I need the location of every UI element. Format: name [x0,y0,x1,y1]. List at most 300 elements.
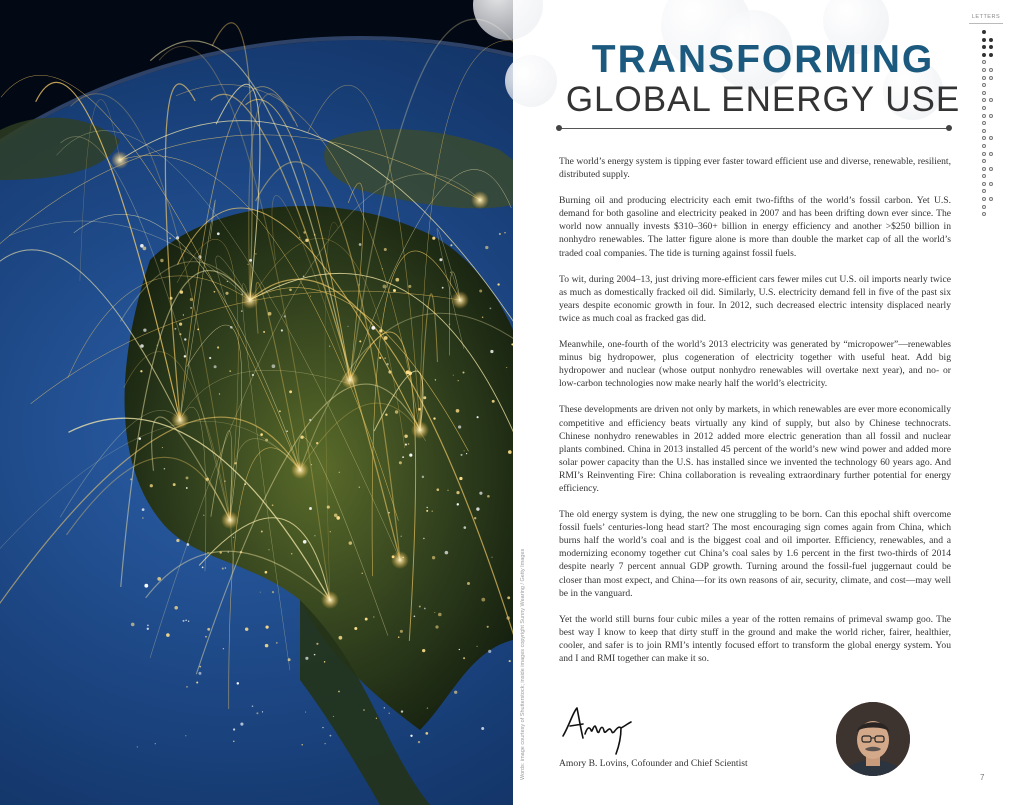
nav-dot[interactable] [982,60,986,64]
city-light [240,551,243,554]
city-light [130,478,132,480]
page-title-line-1: TRANSFORMING [591,38,935,81]
city-light [359,284,360,285]
city-light [305,712,306,713]
paragraph: To wit, during 2004–13, just driving more-efficient cars fewer miles cut U.S. oil imports nearly twice as much as domestically fracked oil did. Similarly, U.S. electricity demand fell in five of the past six years despite economic growth in four. In 2012, such decreased electric intensity displaced nearly twice as much coal as fracked gas did. [559,273,951,324]
city-light [265,571,268,574]
city-light [199,666,201,668]
city-light [179,323,182,326]
city-light [405,444,407,446]
city-light [229,370,231,372]
nav-dot[interactable] [982,121,986,125]
city-light [197,329,199,331]
hub-glow [241,291,259,309]
paragraph: The old energy system is dying, the new one struggling to be born. Can this epochal shift overcome fossil fuels’ centuries-long head start? The most encouraging sign comes again from China, which burns half the world’s coal and is the biggest coal and oil importer. Efficiency, renewables, and a modernizing economy together cut China’s coal sales by 1.6 percent in the first two-thirds of 2014 despite nearly 7 percent annual GDP growth. Turning around the fossil-fuel juggernaut could be closer than most expect, and China—for its own reasons of air, security, climate, and cost—may well be in the vanguard. [559,509,951,599]
nav-dot[interactable] [982,205,986,209]
nav-dot-row[interactable] [969,134,1003,142]
city-light [202,567,204,569]
city-light [261,531,263,533]
city-light [147,628,149,630]
city-light [408,285,411,288]
city-light [289,288,292,291]
city-light [488,650,491,653]
city-light [490,350,493,353]
city-light [504,232,505,233]
city-light [190,298,193,301]
city-light [276,642,278,644]
nav-dot[interactable] [989,136,993,140]
photo-credit: Words: image courtesy of Shutterstock; inside images copyright Sunny Wearing / Getty Images [520,548,526,780]
hub-glow [111,151,129,169]
city-light [409,454,412,457]
city-light [180,290,183,293]
nav-dot[interactable] [982,68,986,72]
city-light [434,612,435,613]
city-light [423,396,426,399]
rule-endpoint [946,125,952,131]
nav-dot[interactable] [982,182,986,186]
city-light [309,507,312,510]
city-light [322,727,323,728]
city-light [474,517,476,519]
city-light [442,287,444,289]
city-light [464,526,467,529]
city-light [272,591,274,593]
city-light [497,283,499,285]
city-light [477,416,479,418]
city-light [459,649,460,650]
nav-dot[interactable] [989,152,993,156]
paragraph: Meanwhile, one-fourth of the world’s 2013 electricity was generated by “micropower”—renewables minus big hydropower, plus cogeneration of electricity together with useful heat. Add big hydropower and nuclear (whose output nonhydro renewables will overtake next year), and no- or low-carbon technologies now make nearly half the world’s electricity. [559,339,951,390]
city-light [406,370,410,374]
city-light [157,345,158,346]
city-light [279,410,281,412]
nav-dot[interactable] [989,68,993,72]
nav-dot[interactable] [982,38,986,42]
city-light [487,626,489,628]
city-light [339,636,343,640]
city-light [179,333,181,335]
city-light [382,268,383,269]
city-light [459,477,462,480]
hub-glow [411,421,429,439]
hub-glow [451,291,469,309]
nav-dot-row[interactable] [969,187,1003,195]
city-light [433,417,435,419]
nav-dot[interactable] [982,30,986,34]
nav-dot-row[interactable] [969,195,1003,203]
city-light [222,568,224,570]
city-light [225,292,228,295]
city-light [228,551,229,552]
city-light [408,443,410,445]
paragraph: The world’s energy system is tipping ever faster toward efficient use and diverse, renewable, resilient, distributed supply. [559,156,951,181]
nav-dot[interactable] [989,98,993,102]
nav-dot[interactable] [989,76,993,80]
nav-dot-row[interactable] [969,157,1003,165]
city-light [265,625,268,628]
city-light [225,567,227,569]
city-light [395,410,398,413]
nav-dot-row[interactable] [969,28,1003,36]
city-light [324,661,325,662]
nav-dot-row[interactable] [969,36,1003,44]
city-light [426,306,428,308]
city-light [334,513,338,517]
city-light [432,556,435,559]
city-light [166,633,170,637]
title-rule [559,128,949,129]
city-light [196,681,198,683]
city-light [398,636,400,638]
city-light [395,278,399,282]
city-light [457,503,459,505]
city-light [439,258,442,261]
paragraph: Burning oil and producing electricity each emit two-fifths of the world’s fossil carbon. Yet U.S. demand for both gasoline and electricity peaked in 2007 and has been drifting down ever since. The world now annually invests $310–360+ billion in energy efficiency and another >$250 billion in nonhydro renewables. The latter figure alone is more than double the market cap of all the world’s traded coal companies. The tide is turning against fossil fuels. [559,195,951,259]
city-light [244,483,246,485]
city-light [330,735,332,737]
city-light [230,326,233,329]
nav-dot[interactable] [982,144,986,148]
city-light [187,543,190,546]
city-light [155,743,156,744]
city-light [217,346,219,348]
hub-glow [471,191,489,209]
city-light [305,239,308,242]
section-nav-label: LETTERS [969,14,1003,24]
city-light [214,291,216,293]
city-light [379,329,382,332]
city-light [491,557,492,558]
city-light [499,233,501,235]
city-light [252,705,254,707]
city-light [393,289,396,292]
city-light [399,461,402,464]
city-light [422,649,425,652]
city-light [289,390,292,393]
city-light [401,536,402,537]
signature-name: Amory B. Lovins, Cofounder and Chief Scientist [559,758,748,769]
nav-dot[interactable] [982,129,986,133]
nav-dot-row[interactable] [969,127,1003,135]
city-light [288,658,291,661]
city-light [445,551,449,555]
nav-dot-row[interactable] [969,43,1003,51]
city-light [224,481,225,482]
city-light [209,357,211,359]
city-light [241,310,242,311]
city-light [438,613,442,617]
city-light [330,531,331,532]
hub-glow [221,511,239,529]
nav-dot-row[interactable] [969,104,1003,112]
nav-dot-row[interactable] [969,89,1003,97]
city-light [176,539,179,542]
nav-dot[interactable] [982,174,986,178]
city-light [173,483,176,486]
city-light [140,370,142,372]
city-light [144,584,148,588]
city-light [508,450,512,454]
city-light [207,628,210,631]
city-light [143,329,146,332]
city-light [402,456,404,458]
city-light [509,660,511,662]
city-light [316,643,318,645]
city-light [256,712,258,714]
city-light [371,326,375,330]
city-light [460,454,462,456]
city-light [303,231,305,233]
nav-dot-row[interactable] [969,119,1003,127]
city-light [314,654,316,656]
city-light [336,516,340,520]
author-portrait [836,702,910,776]
city-light [359,243,362,246]
city-light [435,379,436,380]
city-light [435,625,438,628]
nav-dot[interactable] [989,45,993,49]
city-light [384,336,388,340]
city-light [262,711,263,712]
nav-dot-row[interactable] [969,112,1003,120]
hub-glow [291,461,309,479]
city-light [291,553,293,555]
nav-dot[interactable] [982,114,986,118]
city-light [265,439,268,442]
city-light [481,727,484,730]
city-light [249,259,252,262]
city-light [206,478,209,481]
city-light [418,741,420,743]
city-light [260,433,263,436]
city-light [437,488,440,491]
city-light [349,541,352,544]
city-light [311,464,312,465]
city-light [477,646,478,647]
city-light [458,425,461,428]
nav-dot[interactable] [982,159,986,163]
nav-dot[interactable] [989,182,993,186]
nav-dot-row[interactable] [969,180,1003,188]
city-light [384,357,386,359]
city-light [265,644,269,648]
city-light [205,636,207,638]
city-light [150,484,153,487]
city-light [383,285,387,289]
city-light [190,307,192,309]
nav-dot[interactable] [989,197,993,201]
city-light [492,400,495,403]
city-light [506,367,507,368]
nav-dot[interactable] [982,83,986,87]
nav-dot[interactable] [982,167,986,171]
city-light [147,625,149,627]
city-light [183,620,185,622]
nav-dot-row[interactable] [969,66,1003,74]
city-light [379,357,381,359]
city-light [299,237,300,238]
city-light [268,312,272,316]
city-light [449,324,450,325]
city-light [184,355,186,357]
city-light [314,535,315,536]
city-light [142,508,145,511]
city-light [233,728,235,730]
nav-dot[interactable] [982,212,986,216]
nav-dot[interactable] [982,53,986,57]
city-light [160,259,163,262]
nav-dot[interactable] [982,45,986,49]
city-light [184,338,186,340]
nav-dot[interactable] [982,136,986,140]
city-light [462,371,464,373]
city-light [359,340,361,342]
city-light [425,732,428,735]
city-light [401,710,403,712]
city-light [157,577,161,581]
city-light [385,413,387,415]
city-light [310,296,311,297]
city-light [338,691,340,693]
city-light [388,370,391,373]
city-light [207,552,208,553]
paragraph: Yet the world still burns four cubic miles a year of the rotten remains of primeval swamp goo. The best way I know to keep that dirty stuff in the ground and make the world richer, fairer, healthier, cooler, and safer is to join RMI’s intently focused effort to transform the global energy system. You and I and RMI together can make it so. [559,613,951,664]
hub-glow [391,551,409,569]
city-light [487,495,490,498]
section-nav [969,14,1003,218]
nav-dot[interactable] [982,91,986,95]
nav-dot-row[interactable] [969,51,1003,59]
city-light [281,329,283,331]
city-light [506,616,510,620]
hub-glow [341,371,359,389]
nav-dot-row[interactable] [969,165,1003,173]
city-light [303,540,307,544]
nav-dot-row[interactable] [969,210,1003,218]
city-light [301,744,302,745]
letter-page [513,0,1024,805]
page-title-line-2: GLOBAL ENERGY USE [565,80,961,119]
nav-dot[interactable] [982,106,986,110]
nav-dot-row[interactable] [969,203,1003,211]
city-light [456,409,460,413]
nav-dot-row[interactable] [969,172,1003,180]
city-light [272,504,274,506]
city-light [427,707,428,708]
city-light [454,691,457,694]
city-light [479,492,482,495]
city-light [233,537,234,538]
nav-dot-row[interactable] [969,74,1003,82]
city-light [245,627,248,630]
city-light [453,375,454,376]
city-light [199,672,202,675]
nav-dot[interactable] [989,167,993,171]
city-light [339,472,340,473]
city-light [143,247,147,251]
city-light [137,746,138,747]
city-light [423,538,424,539]
city-light [268,549,269,550]
nav-dot[interactable] [982,98,986,102]
city-light [347,326,348,327]
city-light [219,393,220,394]
city-light [427,507,428,508]
city-light [223,648,224,649]
city-light [164,468,166,470]
city-light [169,238,170,239]
nav-dot[interactable] [989,53,993,57]
nav-dot[interactable] [982,197,986,201]
nav-dot[interactable] [989,114,993,118]
city-light [376,718,377,719]
city-light [131,623,135,627]
nav-dot[interactable] [982,76,986,80]
city-light [186,686,187,687]
city-light [373,616,374,617]
city-light [384,707,385,708]
page-number: 7 [980,773,985,782]
city-light [456,491,459,494]
city-light [426,510,428,512]
nav-dot[interactable] [982,189,986,193]
city-light [400,630,403,633]
city-light [410,735,412,737]
city-light [284,315,286,317]
rule-endpoint [556,125,562,131]
nav-dot-row[interactable] [969,96,1003,104]
city-light [419,605,421,607]
city-light [174,606,178,610]
city-light [234,462,236,464]
city-light [217,232,220,235]
city-light [185,619,187,621]
city-light [255,253,256,254]
city-light [247,264,248,265]
city-light [386,363,388,365]
city-light [432,237,435,240]
city-light [203,515,204,516]
letter-body [559,155,951,678]
city-light [314,234,315,235]
city-light [325,743,326,744]
nav-dot-row[interactable] [969,81,1003,89]
city-light [359,487,360,488]
decor-bubble [505,55,557,107]
city-light [142,517,143,518]
nav-dot[interactable] [982,152,986,156]
city-light [272,364,276,368]
city-light [185,735,186,736]
nav-dot-row[interactable] [969,150,1003,158]
nav-dot-row[interactable] [969,58,1003,66]
nav-dot[interactable] [989,38,993,42]
city-light [162,447,163,448]
city-light [286,430,287,431]
hub-glow [321,591,339,609]
nav-dot-row[interactable] [969,142,1003,150]
city-light [176,236,179,239]
city-light [467,582,470,585]
city-light [424,608,426,610]
city-light [466,453,467,454]
handwritten-signature [561,704,636,756]
city-light [384,248,387,251]
city-light [432,511,433,512]
city-light [198,255,201,258]
city-light [365,618,368,621]
